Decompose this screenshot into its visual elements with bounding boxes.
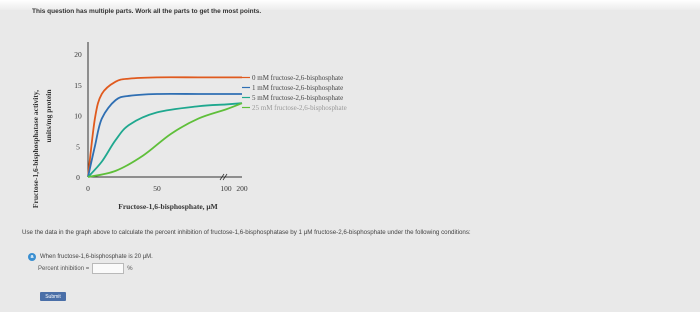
part-a-prompt: When fructose-1,6-bisphosphate is 20 μM. xyxy=(40,254,153,260)
y-tick-label: 0 xyxy=(76,173,80,182)
percent-inhibition-input[interactable] xyxy=(92,263,124,274)
series-line-4 xyxy=(88,103,242,177)
series-line-3 xyxy=(88,103,242,177)
instructions: Use the data in the graph above to calculate the percent inhibition of fructose-1,6-bisphosphatase by 1 μM fructose-2,6-bisphosphate under the following conditions: xyxy=(22,229,471,236)
chart-svg xyxy=(0,24,420,219)
axes xyxy=(74,42,248,193)
submit-button[interactable]: Submit xyxy=(40,292,66,301)
y-tick-label: 5 xyxy=(76,142,80,152)
x-tick-label: 200 xyxy=(236,184,248,193)
legend-label: 5 mM fructose-2,6-bisphosphate xyxy=(252,94,344,102)
x-tick-label: 100 xyxy=(220,184,232,193)
series-line-2 xyxy=(88,94,242,177)
y-tick-label: 15 xyxy=(74,80,82,90)
legend-label: 0 mM fructose-2,6-bisphosphate xyxy=(252,74,344,82)
percent-unit: % xyxy=(127,265,133,272)
y-tick-label: 10 xyxy=(74,111,82,121)
series-group xyxy=(88,77,242,177)
y-tick-label: 20 xyxy=(74,50,82,59)
legend-label: 1 mM fructose-2,6-bisphosphate xyxy=(252,84,344,92)
y-axis-label: Fructose-1,6-bisphosphatase activity, xyxy=(31,89,40,209)
answer-row xyxy=(38,263,133,274)
y-axis-label-units: units/mg protein xyxy=(44,89,53,143)
part-a-badge: a xyxy=(28,253,36,261)
x-tick-label: 0 xyxy=(86,184,90,193)
x-axis-label: Fructose-1,6-bisphosphate, μM xyxy=(118,202,218,211)
x-tick-label: 50 xyxy=(153,184,161,193)
chart xyxy=(0,24,420,219)
series-line-1 xyxy=(88,77,242,177)
question-header: This question has multiple parts. Work all the parts to get the most points. xyxy=(32,8,262,15)
answer-label: Percent inhibition = xyxy=(38,265,90,272)
legend-label: 25 mM fructose-2,6-bisphosphate xyxy=(252,104,347,112)
part-a-row xyxy=(28,253,153,261)
legend xyxy=(242,74,347,112)
